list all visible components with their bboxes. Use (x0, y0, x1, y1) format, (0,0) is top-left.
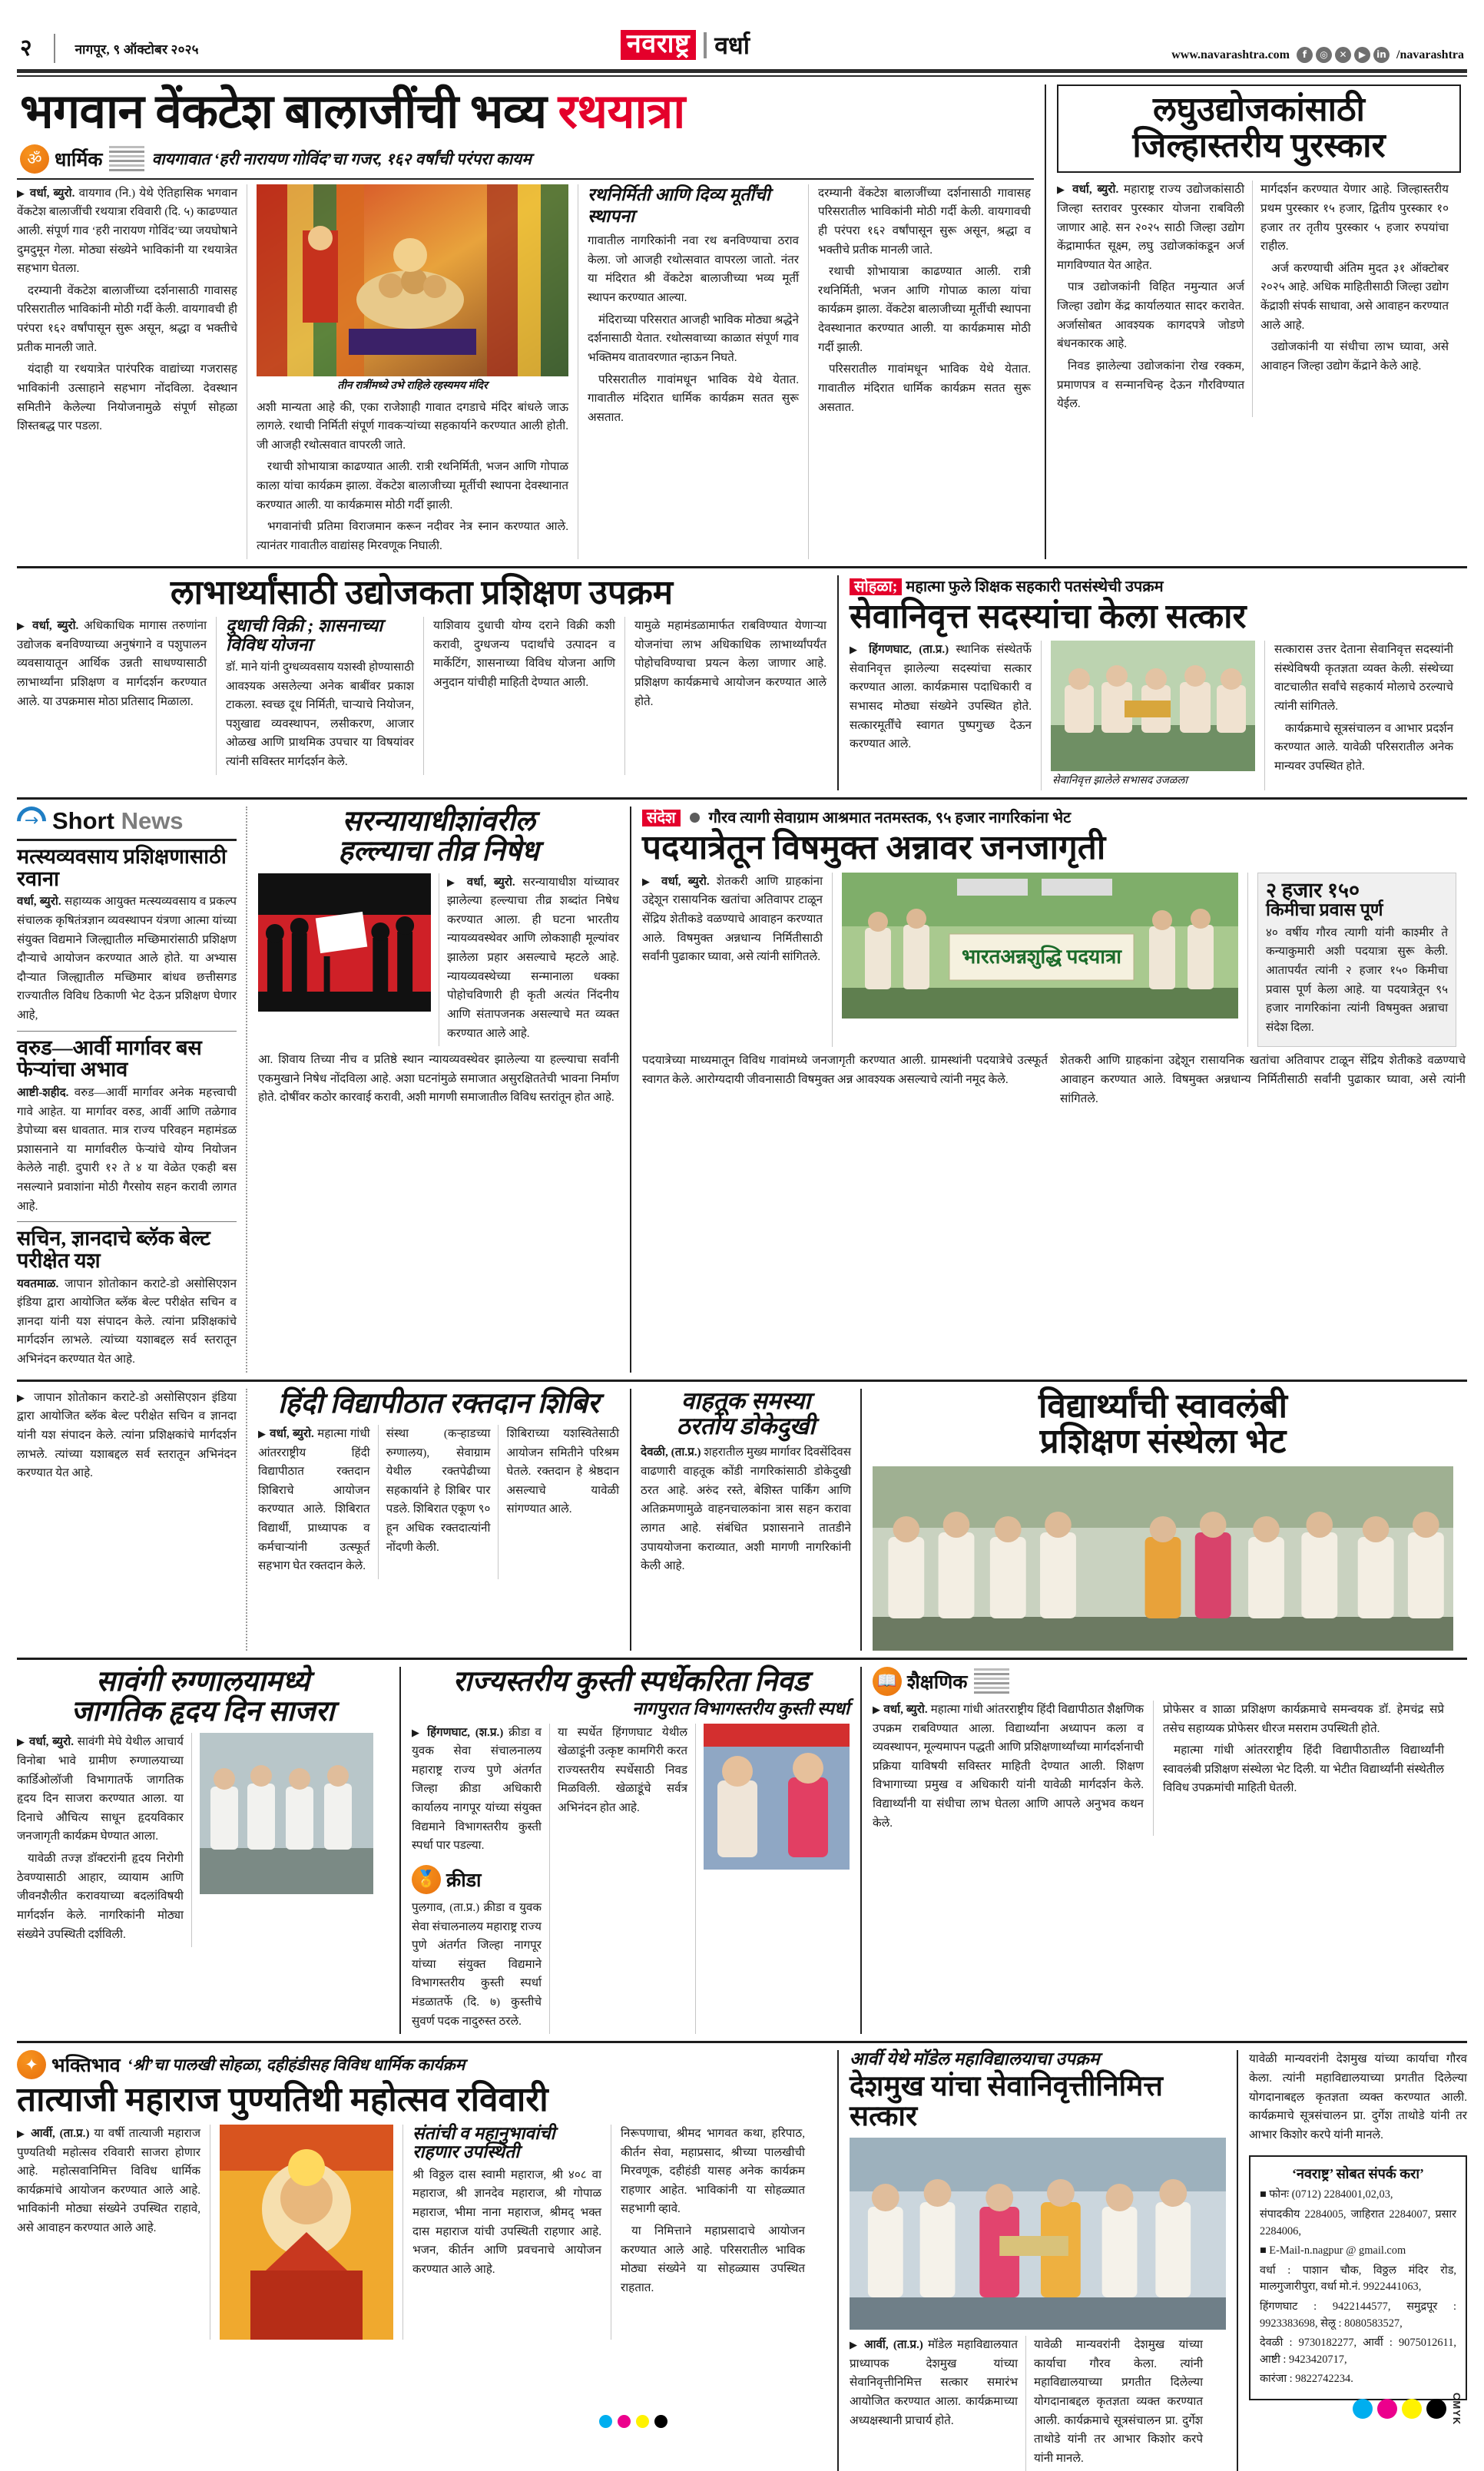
hospital-headline-line2: जागतिक हृदय दिन साजरा (71, 1696, 335, 1728)
padyatra-kicker-tag: संदेश (642, 810, 681, 826)
training-col-1 (17, 617, 217, 775)
blood-col1-text: महात्मा गांधी आंतरराष्ट्रीय हिंदी विद्यापीठात रक्तदान शिबिराचे आयोजन करण्यात आले. शिबिरात विद्यार्थी, प्राध्यापक व कर्मचाऱ्यांनी उत्स्फूर्त सहभाग घेत रक्तदान केले. (258, 1426, 370, 1573)
lead-headline-part1: भगवान वेंकटेश बालाजींची भव्य (20, 86, 558, 138)
selfreliant-headline-line1: विद्यार्थ्यांची स्वावलंबी (1038, 1386, 1287, 1425)
educational-story (862, 1667, 1453, 2034)
hospital-photo (200, 1733, 373, 1894)
award-col2-p1: मार्गदर्शन करण्यात येणार आहे. जिल्हास्तरीय प्रथम पुरस्कार १५ हजार, द्वितीय पुरस्कार १० हजार तर तृतीय पुरस्कार ५ हजार रुपयांचा राहील. (1260, 183, 1449, 253)
sports-category-label: क्रीडा (446, 1870, 482, 1891)
bullet-arrow-icon: ▶ (17, 187, 30, 200)
short-news-text: वरुड—आर्वी मार्गावर अनेक महत्त्वाची गावे आहेत. या मार्गावर वरुड, आर्वी आणि तळेगाव डेपोच्या बस धावतात. मात्र राज्य परिवहन महामंडळ प्रशासनाने या मार्गावरील फेऱ्यांचे योग्य नियोजन केलेले नाही. दुपारी १२ ते ४ या वेळेत एकही बस नसल्याने प्रवाशांना मोठी गैरसोय सहन करावी लागत आहे. (17, 1085, 237, 1213)
short-news-headline: सचिन, ज्ञानदाचे ब्लॅक बेल्ट परीक्षेत यश (17, 1227, 210, 1272)
padyatra-col3-text: शेतकरी आणि ग्राहकांना उद्देशून रासायनिक खतांचा अतिवापर टाळून सेंद्रिय शेतीकडे वळण्याचे आवाहन करण्यात आले. विषमुक्त अन्नधान्य निर्मितीसाठी सर्वांनी पुढाकार घ्यावा, असे त्यांनी सांगितले. (1060, 1054, 1466, 1105)
blood-byline: वर्धा, ब्युरो. (270, 1426, 314, 1440)
short-news-divider-2 (17, 1221, 237, 1222)
educational-text: महात्मा गांधी आंतरराष्ट्रीय हिंदी विद्यापीठात शैक्षणिक उपक्रम राबविण्यात आला. विद्यार्थ्यांना अध्यापन कला व व्यवस्थापन, मूल्यमापन पद्धती आणि प्रशिक्षणार्थ्यांच्या मार्गदर्शनाची प्रक्रिया याविषयी सविस्तर माहिती देण्यात आली. शिक्षण विभागाच्या प्रमुख व अधिकारी यांनी यावेळी मार्गदर्शन केले. विद्यार्थ्यांनी या संधीचा लाभ घेतला आणि आपले अनुभव कथन केले. (873, 1702, 1144, 1830)
felicitation-col-1 (850, 641, 1042, 790)
lead-subhead: वायगावात ‘हरी नारायण गोविंद’चा गजर, १६२ वर्षांची परंपरा कायम (151, 149, 532, 168)
magenta-dot (618, 2415, 631, 2428)
lead-photo (257, 184, 568, 376)
award-col1-p2: पात्र उद्योजकांनी विहित नमुन्यात अर्ज जिल्हा उद्योग केंद्र कार्यालयात सादर करावेत. अर्जासोबत आवश्यक कागदपत्रे जोडणे बंधनकारक आहे. (1057, 280, 1244, 351)
short-news-item[interactable] (17, 1227, 237, 1369)
award-headline-box (1057, 84, 1461, 173)
padyatra-photo-block (833, 873, 1247, 1048)
educational-col-2 (1154, 1701, 1444, 1836)
social-links (1297, 47, 1390, 63)
section-rule-3 (17, 1380, 1467, 1382)
short-news-filler-column (17, 1389, 247, 1651)
masthead-divider (54, 34, 55, 63)
lead-col4-p3: परिसरातील गावांमधून भाविक येथे येतात. गावातील मंदिरात धार्मिक कार्यक्रम सतत सुरू असतात. (818, 363, 1031, 414)
hospital-col2-text: यावेळी तज्ज्ञ डॉक्टरांनी हृदय निरोगी ठेवण्यासाठी आहार, व्यायाम आणि जीवनशैलीत करावयाच्या बदलांविषयी मार्गदर्शन केले. नागरिकांनी मोठ्या संख्येने उपस्थिती दर्शविली. (17, 1852, 184, 1941)
educational-col-1 (873, 1701, 1154, 1836)
short-news-byline: वर्धा, ब्युरो. (17, 895, 61, 909)
section-rule-1 (17, 566, 1467, 568)
felicitation-col3-text: कार्यक्रमाचे सूत्रसंचालन व आभार प्रदर्शन करण्यात आले. यावेळी परिसरातील अनेक मान्यवर उपस्थित होते. (1274, 721, 1453, 773)
section-rule-5 (17, 2041, 1467, 2043)
hospital-col-1 (17, 1733, 192, 1947)
bhakti-headline: तात्याजी महाराज पुण्यतिथी महोत्सव रविवारी (17, 2081, 548, 2119)
flame-icon: ✦ (17, 2050, 46, 2079)
training-kicker: दुधाची विक्री ; शासनाच्या विविध योजना (226, 616, 383, 654)
award-col1-p1: महाराष्ट्र राज्य उद्योजकांसाठी जिल्हा स्तरावर पुरस्कार योजना राबविली जाणार आहे. सन २०२५ साठी जिल्हा उद्योग केंद्रामार्फत सूक्ष्म, लघु उद्योजकांकडून अर्ज मागविण्यात येत आहेत. (1057, 183, 1244, 272)
honour-kicker: आर्वी येथे मॉडेल महाविद्यालयाचा उपक्रम (850, 2049, 1100, 2069)
bullet-arrow-icon: ▶ (850, 644, 870, 657)
short-news-header (17, 807, 237, 839)
contact-line: ■ E-Mail-n.nagpur @ gmail.com (1260, 2244, 1406, 2257)
x-icon[interactable]: ✕ (1335, 47, 1351, 63)
black-dot (654, 2415, 667, 2428)
lead-col1-p2: दरम्यानी वेंकटेश बालाजींच्या दर्शनासाठी गावासह परिसरातील भाविकांनी मोठी गर्दी केली. वायगावची ही परंपरा १६२ वर्षांपासून सुरू असून, श्रद्धा व भक्तीचे प्रतीक मानली जाते. (17, 283, 237, 354)
contact-line: ■ फोनः (0712) 2284001,02,03, (1260, 2188, 1393, 2201)
masthead-rule-thin (17, 75, 1467, 77)
cmyk-dots-bottom (599, 2415, 667, 2428)
bullet-arrow-icon: ▶ (642, 876, 662, 888)
felicitation-col1-text: स्थानिक संस्थेतर्फे सेवानिवृत्त झालेल्या सदस्यांचा सत्कार करण्यात आला. कार्यक्रमास पदाधिकारी व सभासद मोठ्या संख्येने उपस्थित होते. सत्कारमूर्तींचे स्वागत पुष्पगुच्छ देऊन करण्यात आले. (850, 643, 1032, 751)
masthead-rule-thick (17, 69, 1467, 73)
wrestling-col2-text: या स्पर्धेत हिंगणघाट येथील खेळाडूंनी उत्कृष्ट कामगिरी करत राज्यस्तरीय स्पर्धेसाठी निवड मिळविली. खेळाडूंचे सर्वत्र अभिनंदन होत आहे. (558, 1725, 687, 1814)
bullet-arrow-icon: ▶ (873, 1704, 884, 1716)
lead-byline: वर्धा, ब्युरो. (29, 186, 75, 200)
short-news-rule (17, 839, 237, 841)
brand-name: नवराष्ट्र (621, 30, 696, 61)
padyatra-col1-text: शेतकरी आणि ग्राहकांना उद्देशून रासायनिक खतांचा अतिवापर टाळून सेंद्रिय शेतीकडे वळण्याचे आवाहन करण्यात आले. विषमुक्त अन्नधान्य निर्मितीसाठी सर्वांनी पुढाकार घ्यावा, असे त्यांनी सांगितले. (642, 874, 823, 964)
contact-line: वर्धा : पाशान चौक, विठ्ठल मंदिर रोड, मालगुजारीपुरा, वर्धा मो.नं. 9922441063, (1260, 2264, 1456, 2294)
wrestling-photo-block (696, 1724, 850, 2035)
padyatra-stat-number: २ हजार १५० (1266, 878, 1360, 902)
hospital-headline-line1: सावंगी रुग्णालयामध्ये (95, 1665, 310, 1698)
protest-col2-text: आ. शिवाय तिच्या नीच व प्रतिष्ठे स्थान न्यायव्यवस्थेवर झालेल्या या हल्ल्याचा सर्वांनी एकमुखाने निषेध नोंदविला आहे. अशा घटनांमुळे समाजात असुरक्षिततेची भावना निर्माण होते. दोषींवर कठोर कारवाई करावी, अशी मागणी समाजातील विविध स्तरांतून होत आहे. (258, 1053, 619, 1105)
brand-separator (704, 32, 707, 58)
wrestling-kicker: नागपुरात विभागस्तरीय कुस्ती स्पर्धा (632, 1699, 850, 1719)
lead-col4-p2: रथाची शोभायात्रा काढण्यात आली. रात्री रथनिर्मिती, भजन आणि गोपाळ काला यांचा कार्यक्रम झाला. वेंकटेश बालाजीच्या मूर्तीची स्थापना देवस्थानात करण्यात आली. या कार्यक्रमास मोठी गर्दी झाली. (818, 265, 1031, 354)
lead-col3-p3: परिसरातील गावांमधून भाविक येथे येतात. गावातील मंदिरात धार्मिक कार्यक्रम सतत सुरू असतात. (588, 373, 799, 424)
hospital-col1-text: सावंगी मेघे येथील आचार्य विनोबा भावे ग्रामीण रुग्णालयाच्या कार्डिओलॉजी विभागातर्फे जागतिक हृदय दिन साजरा करण्यात आला. या दिनाचे औचित्य साधून हृदयविकार जनजागृती कार्यक्रम घेण्यात आला. (17, 1735, 184, 1843)
social-handle: /navarashtra (1396, 48, 1464, 61)
felicitation-story (839, 575, 1466, 791)
category-label: धार्मिक (55, 149, 103, 171)
lead-col2-p3: भगवानांची प्रतिमा विराजमान करून नदीवर नेत्र स्नान करण्यात आले. त्यानंतर गावातील वाद्यांसह मिरवणूक निघाली. (257, 520, 568, 552)
felicitation-byline: हिंगणघाट, (ता.प्र.) (869, 643, 949, 657)
bhakti-box-head: संतांची व महानुभावांची राहणार उपस्थिती (412, 2123, 555, 2162)
educational-category-label: शैक्षणिक (907, 1671, 968, 1693)
felicitation-caption: सेवानिवृत्त झालेले सभासद उजळला (1052, 775, 1188, 787)
category-badge-educational (873, 1667, 967, 1696)
cmyk-registration-marks (1353, 2393, 1462, 2425)
magenta-dot (1377, 2399, 1397, 2419)
bhakti-kicker-row (17, 2050, 826, 2082)
lead-col1-p1: वायगाव (नि.) येथे ऐतिहासिक भगवान वेंकटेश बालाजींची रथयात्रा रविवारी (दि. ५) काढण्यात आली. संपूर्ण गाव ‘हरी नारायण गोविंद’च्या जयघोषाने दुमदुमून गेला. मोठ्या संख्येने भाविकांनी या रथयात्रेत सहभाग घेतला. (17, 186, 237, 276)
bullet-arrow-icon: ▶ (17, 621, 33, 633)
padyatra-stat-label: किमीचा प्रवास पूर्ण (1266, 900, 1383, 920)
bullet-arrow-icon: ▶ (447, 876, 467, 889)
short-news-column (17, 807, 247, 1373)
felicitation-headline: सेवानिवृत्त सदस्यांचा केला सत्कार (850, 597, 1247, 635)
contact-line: कारंजा : 9822742234. (1260, 2373, 1353, 2386)
short-news-byline: यवतमाळ. (17, 1277, 59, 1290)
honour-photo (850, 2138, 1226, 2330)
wrestling-caption2: पुलगाव, (ता.प्र.) क्रीडा व युवक सेवा संचालनालय महाराष्ट्र राज्य पुणे अंतर्गत जिल्हा नागपूर यांच्या संयुक्त विद्यमाने विभागस्तरीय कुस्ती स्पर्धा मंडळातर्फे (दि. ७) कुस्तीचे सुवर्ण पदक नादुरुस्त ठरले. (412, 1900, 542, 2028)
contact-title: ‘नवराष्ट्र’ सोबत संपर्क करा’ (1291, 2166, 1425, 2182)
wrestling-col-2 (550, 1724, 696, 2035)
honour-continued: यावेळी मान्यवरांनी देशमुख यांच्या कार्याचा गौरव केला. त्यांनी महाविद्यालयाच्या प्रगतीत दिलेल्या योगदानाबद्दल कृतज्ञता व्यक्त करण्यात आली. कार्यक्रमाचे सूत्रसंचालन प्रा. दुर्गेश ताथोडे यांनी तर आभार किशोर करपे यांनी मानले. (1249, 2052, 1467, 2141)
cyan-dot (1353, 2399, 1373, 2419)
blood-col3-text: शिबिराच्या यशस्वितेसाठी आयोजन समितीने परिश्रम घेतले. रक्तदान हे श्रेष्ठदान असल्याचे यावेळी सांगण्यात आले. (506, 1426, 619, 1516)
short-news-title (52, 807, 184, 835)
padyatra-headline: पदयात्रेतून विषमुक्त अन्नावर जनजागृती (642, 829, 1106, 867)
short-news-item[interactable] (17, 1037, 237, 1217)
traffic-text: शहरातील मुख्य मार्गावर दिवसेंदिवस वाढणारी वाहतूक कोंडी नागरिकांसाठी डोकेदुखी ठरत आहे. अरुंद रस्ते, बेशिस्त पार्किंग आणि अतिक्रमणामुळे वाहनचालकांना त्रास सहन करावा लागत आहे. संबंधित प्रशासनाने तातडीने उपाययोजना कराव्यात, अशी मागणी नागरिकांनी केली आहे. (641, 1446, 851, 1573)
blood-headline: हिंदी विद्यापीठात रक्तदान शिबिर (277, 1387, 600, 1419)
award-headline-line2: जिल्हास्तरीय पुरस्कार (1132, 126, 1386, 164)
felicitation-kicker-text: महात्मा फुले शिक्षक सहकारी पतसंस्थेची उपक्रम (902, 578, 1164, 595)
traffic-story (631, 1386, 862, 1651)
bhakti-col-4 (611, 2125, 805, 2340)
training-byline: वर्धा, ब्युरो. (32, 619, 79, 633)
padyatra-col2-text: पदयात्रेच्या माध्यमातून विविध गावांमध्ये जनजागृती करण्यात आली. ग्रामस्थांनी पदयात्रेचे उत्स्फूर्त स्वागत केले. आरोग्यदायी जीवनासाठी विषमुक्त अन्न आवश्यक असल्याचे त्यांनी नमूद केले. (642, 1054, 1048, 1087)
training-col-2 (217, 617, 424, 775)
book-icon: 📖 (873, 1667, 902, 1696)
om-icon: ॐ (20, 144, 49, 174)
linkedin-icon[interactable]: in (1373, 47, 1390, 63)
bullet-arrow-icon: ▶ (850, 2340, 864, 2352)
wrestling-col-1 (412, 1724, 550, 2035)
arrow-circle-icon (11, 800, 52, 842)
honour-headline: देशमुख यांचा सेवानिवृत्तीनिमित्त सत्कार (850, 2070, 1163, 2132)
instagram-icon[interactable]: ◎ (1316, 47, 1332, 63)
protest-headline-line2: हल्ल्याचा तीव्र निषेध (338, 836, 539, 868)
short-news-continued: जापान शोतोकान कराटे-डो असोसिएशन इंडिया द्वारा आयोजित ब्लॅक बेल्ट परीक्षेत सचिन व ज्ञानदा यांनी यश संपादन केले. त्यांना प्रशिक्षकांचे मार्गदर्शन लाभले. त्यांच्या यशाबद्दल सर्व स्तरातून अभिनंदन करण्यात येत आहे. (17, 1390, 237, 1480)
bullet-arrow-icon: ▶ (258, 1428, 270, 1440)
section-rule-4 (17, 1658, 1467, 1660)
bhakti-col-b: या निमित्ताने महाप्रसादाचे आयोजन करण्यात आले आहे. परिसरातील भाविक मोठ्या संख्येने या सोहळ्यास उपस्थित राहतात. (621, 2224, 805, 2294)
wrestling-headline: राज्यस्तरीय कुस्ती स्पर्धेकरिता निवड (452, 1665, 809, 1698)
short-news-byline: आष्टी-शहीद. (17, 1085, 69, 1099)
lead-col1-p3: यंदाही या रथयात्रेत पारंपरिक वाद्यांच्या गजरासह भाविकांनी उत्साहाने सहभाग नोंदविला. देवस्थान समितीने केलेल्या नियोजनामुळे संपूर्ण सोहळा शिस्तबद्ध पार पडला. (17, 363, 237, 433)
bhakti-col-1 (17, 2125, 210, 2340)
black-dot (1426, 2399, 1446, 2419)
wrestling-col1-text: क्रीडा व युवक सेवा संचालनालय महाराष्ट्र राज्य पुणे अंतर्गत जिल्हा क्रीडा अधिकारी कार्यालय नागपूर यांच्या संयुक्त विद्यमाने विभागस्तरीय कुस्ती स्पर्धा पार पडल्या. (412, 1725, 542, 1853)
bullet-arrow-icon: ▶ (412, 1727, 428, 1739)
padyatra-stat-box (1257, 873, 1456, 1048)
lead-col2-p2: रथाची शोभायात्रा काढण्यात आली. रात्री रथनिर्मिती, भजन आणि गोपाळ काला यांचा कार्यक्रम झाला. वेंकटेश बालाजीच्या मूर्तीची स्थापना देवस्थानात करण्यात आली. या कार्यक्रमास मोठी गर्दी झाली. (257, 460, 568, 512)
wrestling-photo (704, 1724, 850, 1870)
bhakti-photo (220, 2125, 393, 2340)
felicitation-kicker (850, 575, 1466, 599)
blood-story (247, 1389, 631, 1651)
lead-subsection-heading: रथनिर्मिती आणि दिव्य मूर्तींची स्थापना (588, 184, 770, 227)
educational-kicker-row (873, 1667, 1453, 1701)
bhakti-byline: आर्वी, (ता.प्र.) (31, 2126, 90, 2140)
facebook-icon[interactable]: f (1297, 47, 1313, 63)
award-col-2 (1253, 181, 1449, 417)
honour-story (839, 2050, 1238, 2471)
bhakti-story (17, 2050, 839, 2471)
lead-photo-caption: तीन रात्रींमध्ये उभे राहिले रहस्यमय मंदिर (337, 379, 488, 392)
bullet-arrow-icon: ▶ (1057, 184, 1073, 197)
svg-text:भारतअन्नशुद्धि पदयात्रा: भारतअन्नशुद्धि पदयात्रा (961, 945, 1122, 968)
yellow-dot (1402, 2399, 1422, 2419)
lead-headline-highlight: रथयात्रा (558, 86, 685, 138)
short-news-item[interactable] (17, 846, 237, 1025)
short-news-title-grey: News (121, 807, 184, 835)
short-news-text: जापान शोतोकान कराटे-डो असोसिएशन इंडिया द्वारा आयोजित ब्लॅक बेल्ट परीक्षेत सचिन व ज्ञानदा यांनी यश संपादन केले. त्यांना प्रशिक्षकांचे मार्गदर्शन लाभले. त्यांच्या यशाबद्दल सर्व स्तरातून अभिनंदन करण्यात येत आहे. (17, 1277, 237, 1366)
training-col1-text: अधिकाधिक मागास तरुणांना उद्योजक बनविण्याच्या अनुषंगाने व पशुपालन व्यवसायातून आर्थिक उन्नती साधण्यासाठी लाभार्थ्यांना प्रशिक्षण व मार्गदर्शन करण्यात आले. या उपक्रमास मोठा प्रतिसाद मिळाला. (17, 619, 207, 708)
short-news-headline: वरुड—आर्वी मार्गावर बस फेऱ्यांचा अभाव (17, 1035, 202, 1081)
felicitation-col-3 (1264, 641, 1453, 790)
bullet-arrow-icon: ▶ (17, 1737, 29, 1749)
bhakti-box-col (402, 2125, 611, 2340)
lead-col-4 (808, 184, 1031, 559)
contact-box (1249, 2155, 1467, 2400)
training-story (17, 575, 839, 791)
felicitation-photo (1051, 641, 1255, 771)
hospital-byline: वर्धा, ब्युरो. (28, 1735, 75, 1749)
yellow-dot (636, 2415, 649, 2428)
decor-lines (109, 146, 144, 171)
cmyk-label: CMYK (1451, 2392, 1462, 2425)
edition-name: वर्धा (714, 31, 750, 59)
bhakti-category-label: भक्तिभाव (51, 2055, 121, 2077)
padyatra-stat-text: ४० वर्षीय गौरव त्यागी यांनी काश्मीर ते कन्याकुमारी अशी पदयात्रा सुरू केली. आतापर्यंत त्यांनी २ हजार १५० किमीचा प्रवास पूर्ण केला आहे. या पदयात्रेतून ९५ हजार नागरिकांना त्यांनी विषमुक्त अन्नाचा संदेश दिला. (1266, 926, 1448, 1034)
website-url[interactable]: www.navarashtra.com (1171, 48, 1290, 61)
protest-headline-line1: सरन्यायाधीशांवरील (342, 806, 535, 838)
youtube-icon[interactable]: ▶ (1354, 47, 1370, 63)
short-news-divider-1 (17, 1031, 237, 1032)
lead-rule (17, 178, 1034, 180)
felicitation-col2-text: सत्कारास उत्तर देताना सेवानिवृत्त सदस्यांनी संस्थेविषयी कृतज्ञता व्यक्त केली. संस्थेच्या वाटचालीत सर्वांचे सहकार्य मोलाचे ठरल्याचे त्यांनी सांगितले. (1274, 643, 1453, 714)
traffic-headline-line2: ठरतोय डोकेदुखी (676, 1412, 816, 1439)
traffic-headline-line1: वाहतूक समस्या (681, 1386, 811, 1414)
lead-col-1 (17, 184, 247, 559)
masthead-right (1171, 47, 1464, 63)
protest-photo (258, 873, 431, 1012)
sports-icon: 🏅 (412, 1865, 441, 1894)
award-byline: वर्धा, ब्युरो. (1072, 183, 1119, 197)
selfreliant-caption: प्रोफेसर व शाळा प्रशिक्षण कार्यक्रमाचे समन्वयक डॉ. हेमचंद्र सप्रे तसेच सहाय्यक प्रोफेसर धीरज मसराम उपस्थिती होते. (1163, 1702, 1444, 1735)
award-headline-line1: लघुउद्योजकांसाठी (1153, 91, 1365, 128)
protest-col1-text: सरन्यायाधीश यांच्यावर झालेल्या हल्ल्याचा तीव्र शब्दांत निषेध करण्यात आला. ही घटना भारतीय न्यायव्यवस्थेवर आणि लोकशाही मूल्यांवर झालेला प्रहार असल्याचे म्हटले आहे. न्यायव्यवस्थेच्या सन्मानाला धक्का पोहोचविणारी ही कृती अत्यंत निंदनीय आणि संतापजनक असल्याचे मत व्यक्त करण्यात आले आहे. (447, 875, 620, 1040)
lead-col3-p1: गावातील नागरिकांनी नवा रथ बनविण्याचा ठराव केला. जो आजही रथोत्सवात वापरला जातो. नंतर या मंदिरात श्री वेंकटेश बालाजीच्या भव्य मूर्ती स्थापन करण्यात आल्या. (588, 234, 799, 305)
padyatra-photo (842, 873, 1238, 1019)
dateline: नागपूर, ९ ऑक्टोबर २०२५ (75, 41, 199, 57)
category-badge-bhakti (17, 2050, 121, 2079)
bullet-arrow-icon: ▶ (17, 1392, 35, 1404)
hospital-photo-block (192, 1733, 373, 1947)
honour-col-1 (850, 2336, 1026, 2471)
padyatra-box-col (1247, 873, 1456, 1048)
award-col1-p3: निवड झालेल्या उद्योजकांना रोख रक्कम, प्रमाणपत्र व सन्मानचिन्ह देऊन गौरविण्यात येईल. (1057, 359, 1244, 411)
bhakti-photo-block (210, 2125, 402, 2340)
award-story (1046, 84, 1461, 559)
educational-byline: वर्धा, ब्युरो. (883, 1702, 928, 1716)
lead-headline (17, 84, 1034, 140)
training-col-3 (424, 617, 625, 775)
lead-col3-p2: मंदिराच्या परिसरात आजही भाविक मोठ्या श्रद्धेने दर्शनासाठी येतात. रथोत्सवाच्या काळात संपूर्ण गाव भक्तिमय वातावरणात न्हाऊन निघते. (588, 313, 799, 364)
short-news-text: सहाय्यक आयुक्त मत्स्यव्यवसाय व प्रकल्प संचालक कृषितंत्रज्ञान व्यवस्थापन यंत्रणा आत्मा यांच्या संयुक्त विद्यमाने जिल्ह्यातील मच्छिमारांसाठी प्रशिक्षण दौऱ्याचे आयोजन करण्यात आले होते. या अभ्यास दौऱ्यात जिल्ह्यातील मच्छिमार बांधव छत्तीसगड राज्यातील विविध ठिकाणी भेट देऊन प्रशिक्षण घेणार आहे, (17, 895, 237, 1022)
lead-col-3 (578, 184, 808, 559)
bullet-arrow-icon: ▶ (17, 2128, 31, 2140)
honour-col-2 (1026, 2336, 1203, 2471)
selfreliant-headline-line2: प्रशिक्षण संस्थेला भेट (1039, 1423, 1287, 1461)
lead-col2-p1: अशी मान्यता आहे की, एका राजेशाही गावात दगडाचे मंदिर बांधले जाऊ लागले. रथाची निर्मिती संपूर्ण गावकऱ्यांच्या सहकार्याने करण्यात आली होती. जी आजही रथोत्सवात वापरली जाते. (257, 400, 568, 452)
cyan-dot (599, 2415, 612, 2428)
bhakti-col1-text: या वर्षी तात्याजी महाराज पुण्यतिथी महोत्सव रविवारी साजरा होणार आहे. महोत्सवानिमित्त विविध धार्मिक कार्यक्रमांचे आयोजन करण्यात आले आहे. भाविकांनी मोठ्या संख्येने उपस्थित राहावे, असे आवाहन करण्यात आले आहे. (17, 2126, 200, 2234)
honour-col1-text: मॉडेल महाविद्यालयात प्राध्यापक देशमुख यांच्या सेवानिवृत्तीनिमित्त सत्कार समारंभ आयोजित करण्यात आला. कार्यक्रमाच्या अध्यक्षस्थानी प्राचार्य होते. (850, 2338, 1018, 2427)
honour-byline: आर्वी, (ता.प्र.) (863, 2338, 923, 2352)
padyatra-byline: वर्धा, ब्युरो. (661, 874, 710, 888)
page-number: २ (20, 35, 32, 61)
award-col2-p2: अर्ज करण्याची अंतिम मुदत ३१ ऑक्टोबर २०२५ आहे. अधिक माहितीसाठी जिल्हा उद्योग केंद्राशी संपर्क साधावा, असे आवाहन करण्यात आले आहे. (1260, 261, 1449, 332)
protest-story (247, 807, 631, 1373)
section-rule-2 (17, 797, 1467, 800)
blood-col2-text: संस्था (कऱ्हाडच्या रुग्णालय), सेवाग्राम येथील रक्तपेढीच्या सहकार्याने हे शिबिर पार पडले. शिबिरात एकूण ९० हून अधिक रक्तदात्यांनी नोंदणी केली. (386, 1426, 491, 1554)
award-col-1 (1057, 181, 1253, 417)
contact-line: देवळी : 9730182277, आर्वी : 9075012611, आष्टी : 9423420717, (1260, 2337, 1456, 2366)
bullet-dot-icon (690, 813, 700, 823)
bhakti-box-text: श्री विठ्ठल दास स्वामी महाराज, श्री ४०८ वा महाराज, श्री ज्ञानदेव महाराज, श्री गोपाळ महाराज, भीमा नाना महाराज, श्रीमद् भक्त दास महाराज यांची उपस्थिती राहणार आहे. भजन, कीर्तन आणि प्रवचनाचे आयोजन करण्यात आले आहे. (412, 2168, 601, 2276)
felicitation-kicker-tag: सोहळा; (850, 578, 902, 595)
protest-photo-block (258, 873, 439, 1047)
lead-story (17, 84, 1046, 559)
short-news-headline: मत्स्यव्यवसाय प्रशिक्षणासाठी रवाना (17, 845, 227, 890)
lead-kicker-row (17, 140, 1034, 178)
lead-col4-p1: दरम्यानी वेंकटेश बालाजींच्या दर्शनासाठी गावासह परिसरातील भाविकांनी मोठी गर्दी केली. वायगावची ही परंपरा १६२ वर्षांपासून सुरू असून, श्रद्धा व भक्तीचे प्रतीक मानली जाते. (818, 186, 1031, 257)
category-badge-dharmik (20, 144, 102, 174)
bhakti-kicker: ‘श्री’चा पालखी सोहळा, दहीहंडीसह विविध धार्मिक कार्यक्रम (127, 2055, 465, 2075)
blood-col-1 (258, 1425, 379, 1579)
padyatra-story (631, 807, 1466, 1373)
selfreliant-story (862, 1386, 1453, 1651)
training-col4-text: यामुळे महामंडळामार्फत राबविण्यात येणाऱ्या योजनांचा लाभ अधिकाधिक लाभार्थ्यांपर्यंत पोहोचविण्याचा प्रयत्न केला जाणार आहे. प्रशिक्षण कार्यक्रमाचे आयोजन करण्यात आले होते. (634, 619, 826, 708)
padyatra-kicker (642, 807, 1466, 830)
lead-photo-block (247, 184, 578, 559)
contact-line: हिंगणघाट : 9422144577, समुद्रपूर : 9923383698, सेलू : 8080583527, (1260, 2300, 1456, 2330)
bhakti-col-a: निरूपणाचा, श्रीमद भागवत कथा, हरिपाठ, कीर्तन सेवा, महाप्रसाद, श्रीच्या पालखीची मिरवणूक, दहीहंडी यासह अनेक कार्यक्रम राहणार आहेत. भाविकांनी या सोहळ्यात सहभागी व्हावे. (621, 2126, 805, 2216)
wrestling-byline: हिंगणघाट, (श.प्र.) (427, 1725, 504, 1739)
protest-byline: वर्धा, ब्युरो. (466, 875, 515, 889)
hospital-story (17, 1667, 401, 2034)
padyatra-kicker-text: गौरव त्यागी सेवाग्राम आश्रमात नतमस्तक, ९५ हजार नागरिकांना भेट (708, 810, 1072, 827)
short-news-title-dark: Short (52, 807, 114, 835)
contact-line: संपादकीय 2284005, जाहिरात 2284007, प्रसार 2284006, (1260, 2208, 1456, 2237)
masthead-left (20, 34, 199, 63)
blood-col-2 (379, 1425, 499, 1579)
honour-col2-text: यावेळी मान्यवरांनी देशमुख यांच्या कार्याचा गौरव केला. त्यांनी महाविद्यालयाच्या प्रगतीत दिलेल्या योगदानाबद्दल कृतज्ञता व्यक्त करण्यात आली. कार्यक्रमाचे सूत्रसंचालन प्रा. दुर्गेश ताथोडे यांनी तर आभार किशोर करपे यांनी मानले. (1034, 2338, 1203, 2465)
traffic-byline: देवळी, (ता.प्र.) (641, 1446, 701, 1459)
blood-col-3 (499, 1425, 619, 1579)
decor-lines (974, 1668, 1009, 1694)
training-col-4 (625, 617, 826, 775)
award-col2-p3: उद्योजकांनी या संधीचा लाभ घ्यावा, असे आवाहन जिल्हा उद्योग केंद्राने केले आहे. (1260, 340, 1449, 373)
training-col3-text: याशिवाय दुधाची योग्य दराने विक्री कशी करावी, दुग्धजन्य पदार्थांचे उत्पादन व मार्केटिंग, शासनाच्या विविध योजना आणि अनुदान यांचीही माहिती देण्यात आली. (433, 619, 615, 690)
masthead-logo (621, 28, 750, 61)
felicitation-photo-block (1042, 641, 1264, 790)
selfreliant-text: महात्मा गांधी आंतरराष्ट्रीय हिंदी विद्यापीठातील विद्यार्थ्यांनी स्वावलंबी प्रशिक्षण संस्थेला भेट दिली. या भेटीत विद्यार्थ्यांनी संस्थेतील विविध उपक्रमांची माहिती घेतली. (1163, 1744, 1444, 1795)
padyatra-col-1 (642, 873, 833, 1048)
training-col2-text: डॉ. माने यांनी दुग्धव्यवसाय यशस्वी होण्यासाठी आवश्यक असलेल्या अनेक बाबींवर प्रकाश टाकला. स्वच्छ दूध निर्मिती, चाऱ्याचे नियोजन, पशुखाद्य व्यवस्थापन, लसीकरण, आजार ओळख आणि प्राथमिक उपचार या विषयांवर त्यांनी सविस्तर मार्गदर्शन केले. (226, 660, 414, 769)
wrestling-story (401, 1667, 862, 2034)
selfreliant-photo (873, 1466, 1453, 1651)
masthead (17, 14, 1467, 63)
category-badge-sports (412, 1859, 542, 1894)
training-headline: लाभार्थ्यांसाठी उद्योजकता प्रशिक्षण उपक्रम (170, 573, 674, 611)
protest-col (439, 873, 619, 1047)
